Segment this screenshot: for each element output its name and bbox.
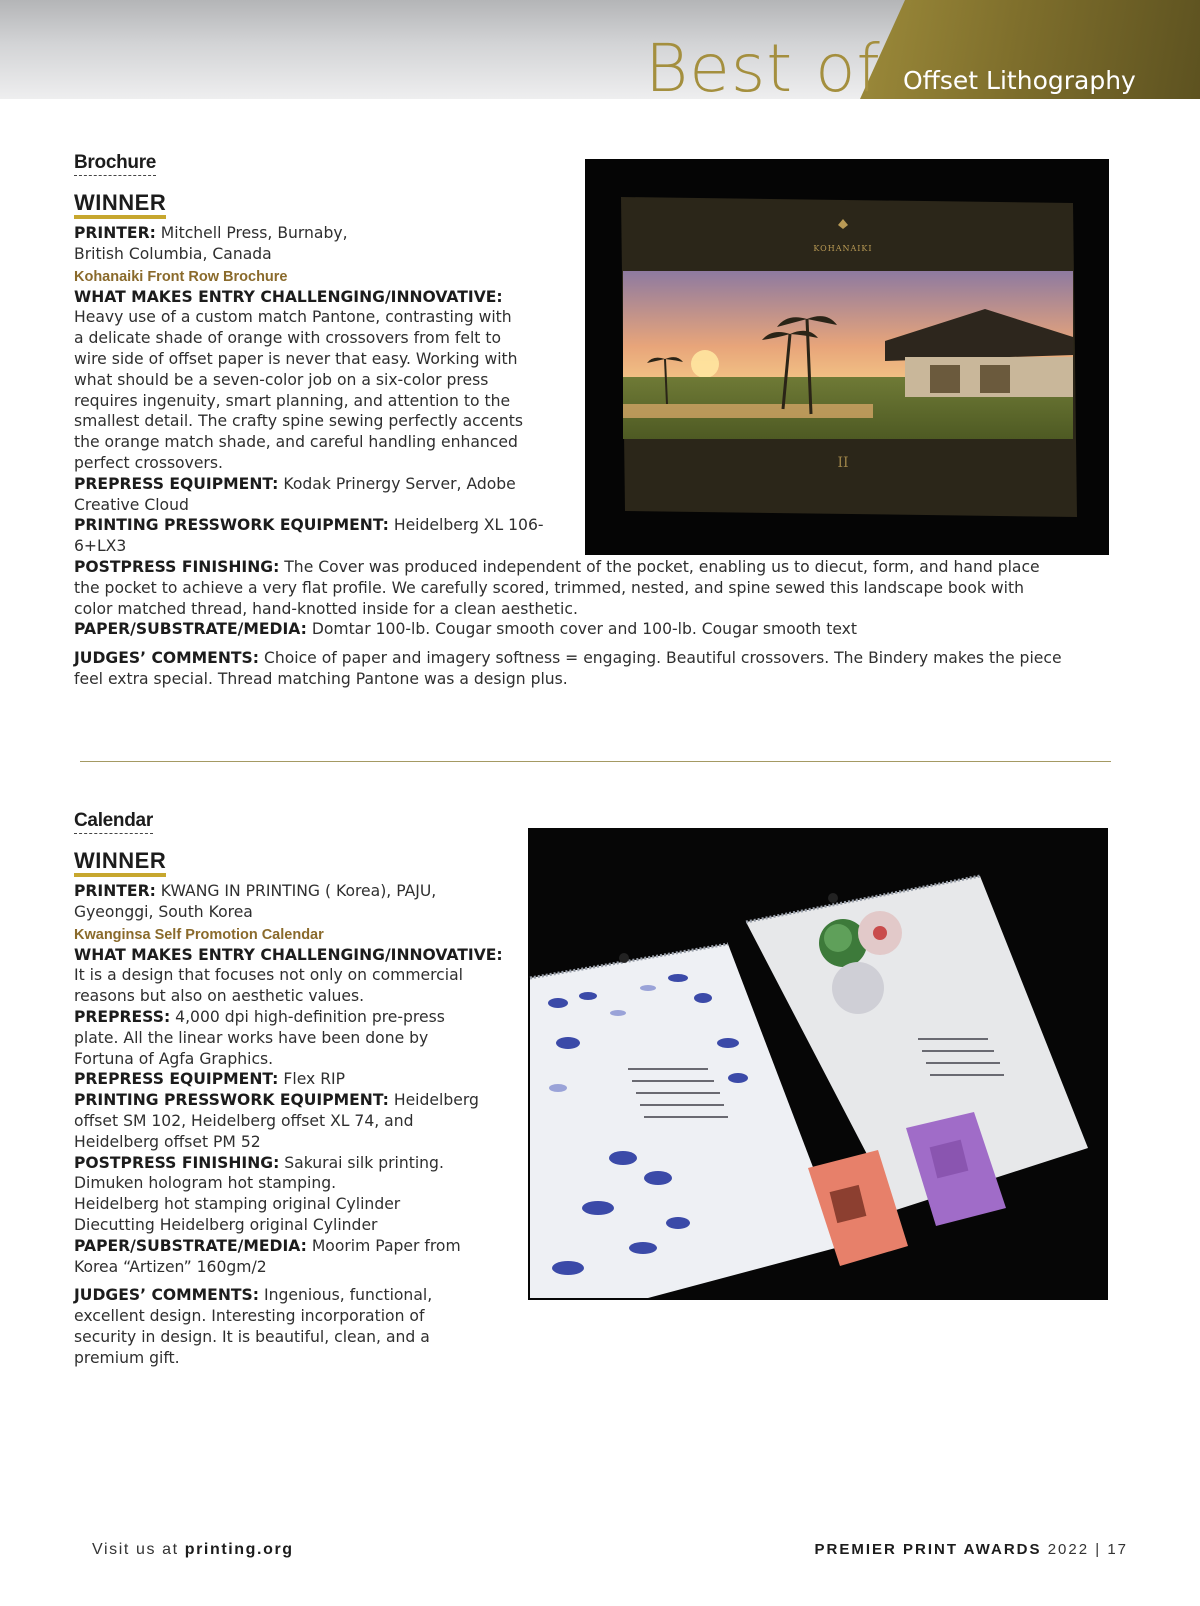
postpress-finishing: POSTPRESS FINISHING: Sakurai silk printing. Dimuken hologram hot stamping. Heidelberg hot stamping original Cylinder Diecutting Heidelberg original Cylinder bbox=[74, 1153, 444, 1234]
brochure-brand-text: KOHANAIKI bbox=[813, 244, 873, 253]
prepress: PREPRESS: 4,000 dpi high-definition pre-press plate. All the linear works have been done by Fortuna of Agfa Graphics. bbox=[74, 1007, 445, 1068]
paper-substrate: PAPER/SUBSTRATE/MEDIA: Domtar 100-lb. Cougar smooth cover and 100-lb. Cougar smooth text bbox=[74, 620, 858, 639]
printer-info: PRINTER: Mitchell Press, Burnaby, British Columbia, Canada bbox=[74, 224, 348, 263]
judges-comments: JUDGES’ COMMENTS: Ingenious, functional, excellent design. Interesting incorporation of security in design. It is beautiful, clean, and a premium gift. bbox=[74, 1286, 433, 1367]
svg-text:II: II bbox=[837, 455, 849, 471]
calendar-photo bbox=[528, 828, 1108, 1300]
page-number: 17 bbox=[1107, 1541, 1128, 1558]
footer-publication: PREMIER PRINT AWARDS 2022 | 17 bbox=[814, 1541, 1128, 1558]
category-label: Brochure bbox=[74, 152, 156, 176]
winner-heading: WINNER bbox=[74, 190, 166, 219]
postpress-finishing: POSTPRESS FINISHING: The Cover was produced independent of the pocket, enabling us to diecut, form, and hand place the pocket to achieve a very flat profile. We carefully scored, trimmed, nested, and spine sewed this landscape book with color matched thread, hand-knotted inside for a clean aesthetic. bbox=[74, 557, 1040, 618]
prepress-equipment: PREPRESS EQUIPMENT: Kodak Prinergy Server, Adobe Creative Cloud bbox=[74, 474, 516, 514]
presswork-equipment: PRINTING PRESSWORK EQUIPMENT: Heidelberg XL 106- 6+LX3 bbox=[74, 516, 544, 556]
entry-title: Kwanginsa Self Promotion Calendar bbox=[74, 926, 324, 943]
paper-substrate: PAPER/SUBSTRATE/MEDIA: Moorim Paper from Korea “Artizen” 160gm/2 bbox=[74, 1236, 461, 1276]
winner-heading: WINNER bbox=[74, 848, 166, 877]
challenge-section: WHAT MAKES ENTRY CHALLENGING/INNOVATIVE: Heavy use of a custom match Pantone, contrasting with a delicate shade of orange with crossovers from felt to wire side of offset paper is never that easy. Working with what should be a seven-color job on a six-color press requires ingenuity, smart planning, and attention to the smallest detail. The crafty spine sewing perfectly accents the orange match shade, and careful handling enhanced perfect crossovers. bbox=[74, 287, 524, 472]
brochure-illustration bbox=[585, 159, 1109, 555]
footer-site-link[interactable]: printing.org bbox=[184, 1541, 294, 1558]
category-label: Calendar bbox=[74, 810, 153, 834]
best-of-title: Best of bbox=[645, 30, 881, 99]
prepress-equipment: PREPRESS EQUIPMENT: Flex RIP bbox=[74, 1070, 346, 1089]
section-divider bbox=[80, 761, 1111, 762]
judges-comments: JUDGES’ COMMENTS: Choice of paper and imagery softness = engaging. Beautiful crossovers. The Bindery makes the piece feel extra special. Thread matching Pantone was a design plus. bbox=[74, 649, 1062, 688]
entry-title: Kohanaiki Front Row Brochure bbox=[74, 268, 288, 285]
calendar-illustration bbox=[528, 828, 1108, 1300]
presswork-equipment: PRINTING PRESSWORK EQUIPMENT: Heidelberg offset SM 102, Heidelberg offset XL 74, and Heidelberg offset PM 52 bbox=[74, 1091, 479, 1151]
challenge-section: WHAT MAKES ENTRY CHALLENGING/INNOVATIVE: It is a design that focuses not only on commercial reasons but also on aesthetic values. bbox=[74, 945, 503, 1006]
header-category: Offset Lithography bbox=[903, 66, 1136, 95]
page-header bbox=[0, 0, 1200, 99]
brochure-photo bbox=[585, 159, 1109, 555]
printer-info: PRINTER: KWANG IN PRINTING ( Korea), PAJU, Gyeonggi, South Korea bbox=[74, 882, 437, 921]
footer-visit: Visit us at printing.org bbox=[92, 1541, 294, 1558]
